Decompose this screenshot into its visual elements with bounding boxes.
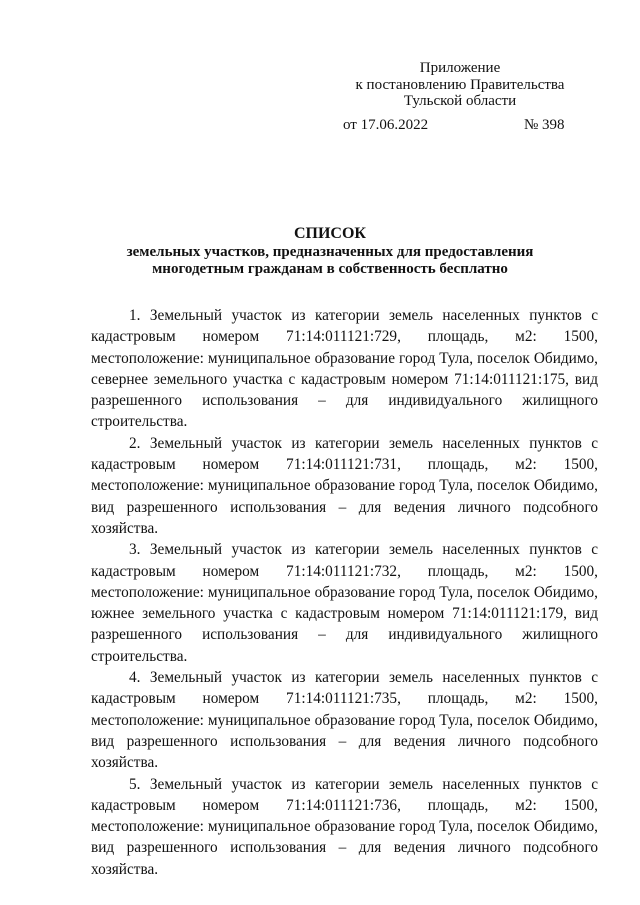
title-line: земельных участков, предназначенных для предоставления [126,244,534,260]
title-main: СПИСОК [293,225,367,242]
title-line: многодетным гражданам в собственность бесплатно [152,261,508,277]
list-item: 2. Земельный участок из категории земель населенных пунктов с кадастровым номером 71:14:011121:731, площадь, м2: 1500, местоположение: муниципальное образование город Тула, поселок Обидимо, вид разрешенного использования – для ведения личного подсобного хозяйства. [91,434,598,537]
appendix-line: к постановлению Правительства [355,76,565,93]
list-item: 5. Земельный участок из категории земель населенных пунктов с кадастровым номером 71:14:011121:736, площадь, м2: 1500, местоположение: муниципальное образование город Тула, поселок Обидимо, вид разрешенного использования – для ведения личного подсобного хозяйства. [91,775,598,878]
list-item: 3. Земельный участок из категории земель населенных пунктов с кадастровым номером 71:14:011121:732, площадь, м2: 1500, местоположение: муниципальное образование город Тула, поселок Обидимо, южнее земельного участка с кадастровым номером 71:14:011121:179, вид разрешенного использования – для индивидуального жилищного строительства. [91,541,598,665]
resolution-date: от 17.06.2022 [343,117,429,133]
document-title [110,224,550,278]
appendix-header [330,60,590,110]
land-plot-list [91,305,598,880]
appendix-line: Тульской области [403,93,517,109]
appendix-line: Приложение [419,60,501,76]
list-item: 4. Земельный участок из категории земель населенных пунктов с кадастровым номером 71:14:011121:735, площадь, м2: 1500, местоположение: муниципальное образование город Тула, поселок Обидимо, вид разрешенного использования – для ведения личного подсобного хозяйства. [91,669,598,772]
resolution-number: № 398 [524,117,565,133]
list-item: 1. Земельный участок из категории земель населенных пунктов с кадастровым номером 71:14:011121:729, площадь, м2: 1500, местоположение: муниципальное образование город Тула, поселок Обидимо, севернее земельного участка с кадастровым номером 71:14:011121:175, вид разрешенного использования – для индивидуального жилищного строительства. [91,307,598,431]
